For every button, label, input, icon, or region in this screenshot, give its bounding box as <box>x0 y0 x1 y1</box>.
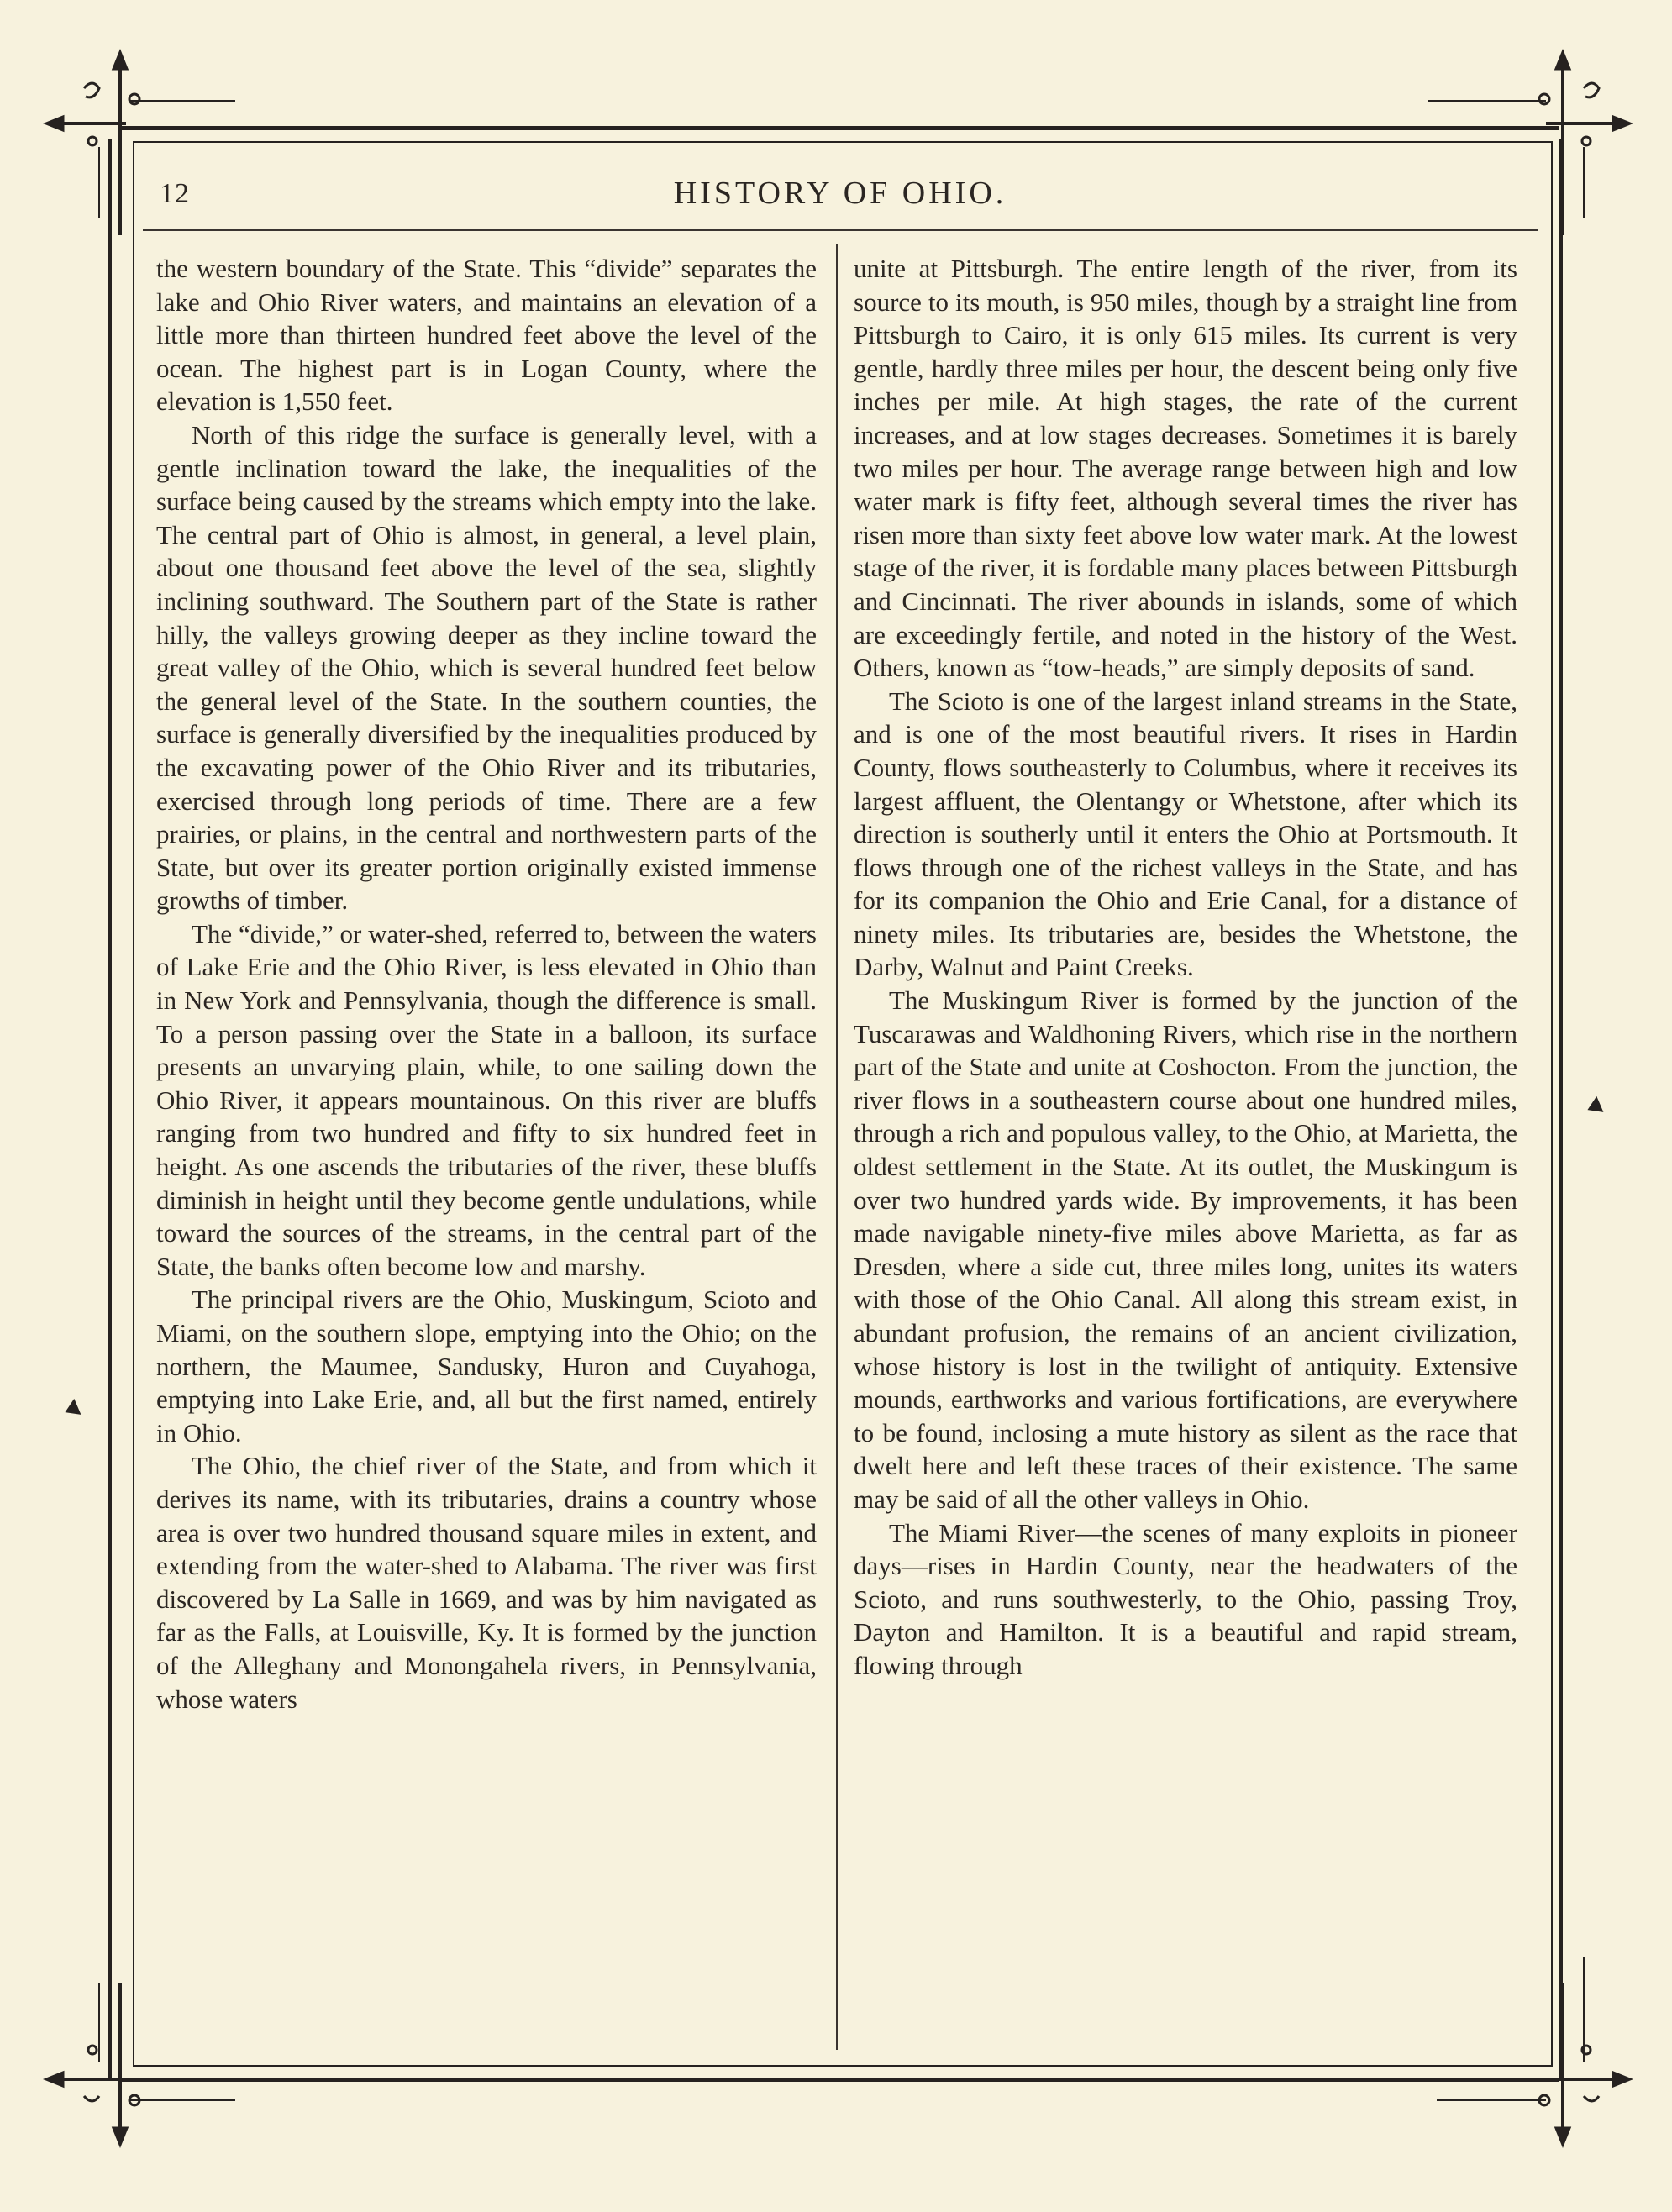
paragraph: the western boundary of the State. This “divide” separates the lake and Ohio River waters, and maintains an elevation of a little more than thirteen hundred feet above the level of the ocean. The highest part is in Logan County, where the elevation is 1,550 feet. <box>156 254 817 417</box>
paragraph: The Miami River—the scenes of many exploits in pioneer days—rises in Hardin County, near the headwaters of the Scioto, and runs southwesterly, to the Ohio, passing Troy, Dayton and Hamilton. It is a beautiful and rapid stream, flowing through <box>854 1517 1517 1680</box>
paragraph: The Muskingum River is formed by the junction of the Tuscarawas and Waldhoning Rivers, which rise in the northern part of the State and unite at Coshocton. From the junction, the river flows in a southeastern course about one hundred miles, through a rich and populous valley, to the Ohio, at Marietta, the oldest settlement in the State. At its outlet, the Muskingum is over two hundred yards wide. By improvements, it has been made navigable ninety-five miles above Marietta, as far as Dresden, where a side cut, three miles long, unites its waters with those of the Ohio Canal. All along this stream exist, in abundant profusion, the remains of an ancient civilization, whose history is lost in the twilight of antiquity. Extensive mounds, earthworks and various fortifications, are everywhere to be found, inclosing a mute history as silent as the race that dwelt here and left these traces of their existence. The same may be said of all the other valleys in Ohio. <box>854 985 1517 1514</box>
corner-ornament-bottom-left <box>46 1983 235 2145</box>
corner-ornament-top-left <box>46 52 235 235</box>
page-number: 12 <box>160 178 190 209</box>
paragraph: The Ohio, the chief river of the State, and from which it derives its name, with its tributaries, drains a country whose area is over two hundred thousand square miles in extent, and extending from the water-shed to Alabama. The river was first discovered by La Salle in 1669, and was by him navigated as far as the Falls, at Louisville, Ky. It is formed by the junction of the Alleghany and Monongahela rivers, in Pennsylvania, whose waters <box>156 1451 817 1714</box>
corner-ornament-bottom-right <box>1437 1957 1630 2145</box>
side-flourish-left <box>67 1401 79 1413</box>
corner-ornament-top-right <box>1428 52 1630 235</box>
header-rule <box>143 229 1538 231</box>
paragraph: The Scioto is one of the largest inland streams in the State, and is one of the most beautiful rivers. It rises in Hardin County, flows southeasterly to Columbus, where it receives its largest affluent, the Olentangy or Whetstone, after which its direction is southerly until it enters the Ohio at Portsmouth. It flows through one of the richest valleys in the State, and has for its companion the Ohio and Erie Canal, for a distance of ninety miles. Its tributaries are, besides the Whetstone, the Darby, Walnut and Paint Creeks. <box>854 686 1517 982</box>
column-divider <box>836 244 838 2050</box>
side-flourish-right <box>1590 1099 1601 1111</box>
paragraph: The principal rivers are the Ohio, Muskingum, Scioto and Miami, on the southern slope, emptying into the Ohio; on the northern, the Maumee, Sandusky, Huron and Cuyahoga, emptying into Lake Erie, and, all but the first named, entirely in Ohio. <box>156 1285 817 1448</box>
left-column <box>156 252 817 1715</box>
right-column <box>854 252 1517 1683</box>
running-title: HISTORY OF OHIO. <box>673 176 1007 211</box>
paragraph: The “divide,” or water-shed, referred to, between the waters of Lake Erie and the Ohio River, is less elevated in Ohio than in New York and Pennsylvania, though the difference is small. To a person passing over the State in a balloon, its surface presents an unvarying plain, while, to one sailing down the Ohio River, it appears mountainous. On this river are bluffs ranging from two hundred and fifty to six hundred feet in height. As one ascends the tributaries of the river, these bluffs diminish in height until they become gentle undulations, while toward the sources of the streams, in the central part of the State, the banks often become low and marshy. <box>156 918 817 1281</box>
paragraph: North of this ridge the surface is generally level, with a gentle inclination toward the lake, the inequalities of the surface being caused by the streams which empty into the lake. The central part of Ohio is almost, in general, a level plain, about one thousand feet above the level of the sea, slightly inclining southward. The Southern part of the State is rather hilly, the valleys growing deeper as they incline toward the great valley of the Ohio, which is several hundred feet below the general level of the State. In the southern counties, the surface is generally diversified by the inequalities produced by the excavating power of the Ohio River and its tributaries, exercised through long periods of time. There are a few prairies, or plains, in the central and northwestern parts of the State, but over its greater portion originally existed immense growths of timber. <box>156 419 817 916</box>
paragraph: unite at Pittsburgh. The entire length of the river, from its source to its mouth, is 950 miles, though by a straight line from Pittsburgh to Cairo, it is only 615 miles. Its current is very gentle, hardly three miles per hour, the descent being only five inches per mile. At high stages, the rate of the current increases, and at low stages decreases. Sometimes it is barely two miles per hour. The average range between high and low water mark is fifty feet, although several times the river has risen more than sixty feet above low water mark. At the lowest stage of the river, it is fordable many places between Pittsburgh and Cincinnati. The river abounds in islands, some of which are exceedingly fertile, and noted in the history of the West. Others, known as “tow-heads,” are simply deposits of sand. <box>854 254 1517 683</box>
